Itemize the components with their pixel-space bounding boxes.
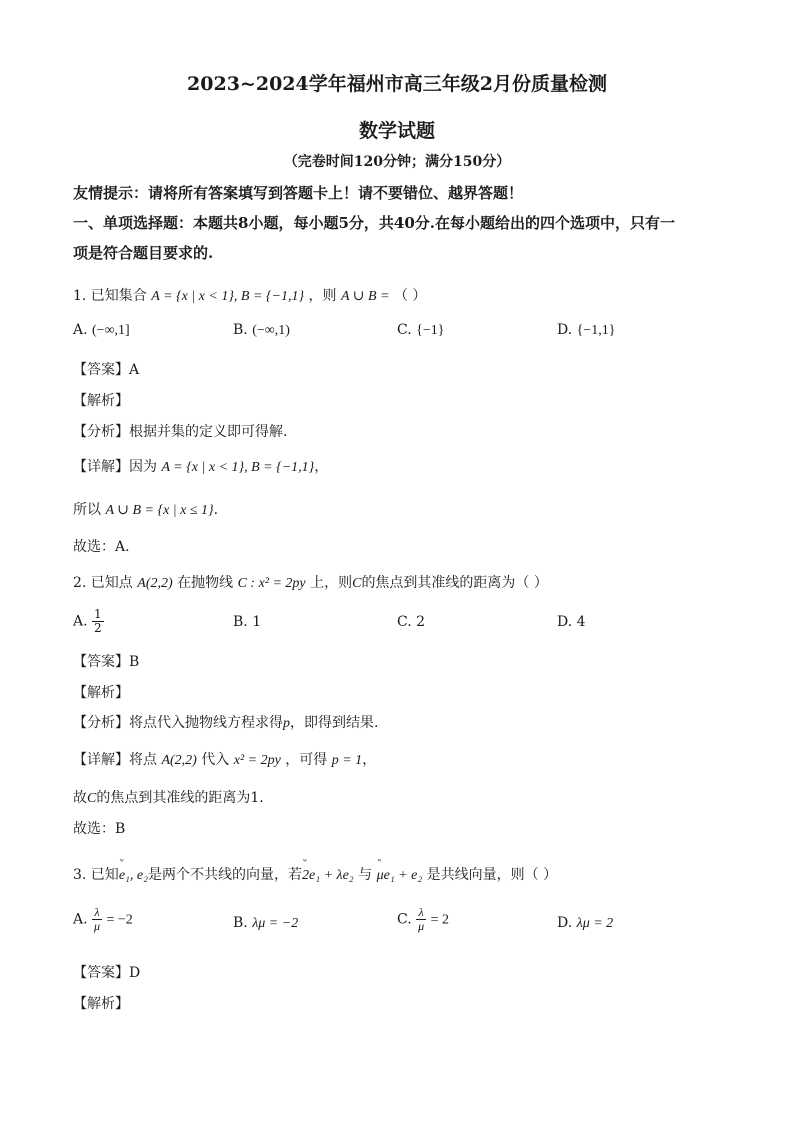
q1-option-b: B. (−∞,1) — [233, 322, 290, 338]
q1-ask: A ∪ B = — [340, 289, 390, 304]
reminder: 友情提示：请将所有答案填写到答题卡上！请不要错位、越界答题！ — [73, 184, 524, 202]
q1-middle: ，则 — [308, 288, 337, 304]
q1-analysis-tag: 【解析】 — [73, 393, 129, 409]
q2-option-a: A. $\frac{1}{2}$ — [73, 607, 102, 635]
q1-option-c: C. {−1} — [397, 322, 445, 338]
exam-title: 2023~2024学年福州市高三年级2月份质量检测 — [187, 73, 607, 95]
q3-stem: 3. 已知ʷ e₁, e₂是两个不共线的向量，若ʷ 2e₁ + λe₂ 与 ʷ μe₁ + e₂ 是共线向量，则（ ） — [73, 864, 557, 884]
q2-option-b: B. 1 — [233, 614, 262, 630]
q2-answer: 【答案】B — [73, 654, 140, 670]
q1-choose: 故选：A. — [73, 539, 130, 555]
q1-option-d: D. {−1,1} — [557, 322, 616, 338]
q2-stem: 2. 已知点 A(2,2) 在抛物线 C : x² = 2py 上，则C的焦点到其准线的距离为（ ） — [73, 575, 548, 591]
q2-detail: 【详解】将点 A(2,2) 代入 x² = 2py ，可得 p = 1， — [73, 752, 377, 768]
q2-conclusion: 故C的焦点到其准线的距离为1. — [73, 790, 264, 806]
q1-prefix: 1. 已知集合 — [73, 288, 147, 304]
q1-paren: （ ） — [393, 288, 427, 304]
q3-answer: 【答案】D — [73, 965, 141, 981]
section-heading-line1: 一、单项选择题：本题共8小题，每小题5分，共40分.在每小题给出的四个选项中，只有一 — [73, 214, 675, 232]
q2-choose: 故选：B — [73, 821, 126, 837]
q1-answer: 【答案】A — [73, 362, 140, 378]
q1-sets: A = {x | x < 1}, B = {−1,1} — [151, 289, 305, 304]
q1-fenxi: 【分析】根据并集的定义即可得解. — [73, 424, 288, 440]
q3-vectors: ʷ e₁, e₂ — [119, 868, 148, 884]
q3-option-a: A. $\frac{\lambda}{\mu}$ = −2 — [73, 905, 133, 933]
q2-analysis-tag: 【解析】 — [73, 685, 129, 701]
q2-option-c: C. 2 — [397, 614, 426, 630]
q3-option-b: B. λμ = −2 — [233, 915, 299, 931]
q2-option-a-fraction: $\frac{1}{2}$ — [94, 607, 102, 635]
q1-option-a: A. (−∞,1] — [73, 322, 130, 338]
q1-stem — [73, 285, 426, 305]
q1-detail: 【详解】因为 A = {x | x < 1}, B = {−1,1}， — [73, 459, 329, 475]
q3-expr1: ʷ 2e₁ + λe₂ — [302, 868, 354, 884]
section-heading-line2: 项是符合题目要求的. — [73, 244, 214, 262]
time-note: （完卷时间120分钟；满分150分） — [283, 154, 511, 170]
q3-option-c: C. $\frac{\lambda}{\mu}$ = 2 — [397, 905, 450, 933]
q3-option-d: D. λμ = 2 — [557, 915, 614, 931]
q3-expr2: ʷ μe₁ + e₂ — [377, 868, 423, 884]
q1-conclusion: 所以 A ∪ B = {x | x ≤ 1}. — [73, 502, 219, 518]
q2-option-d: D. 4 — [557, 614, 586, 630]
q3-analysis-tag: 【解析】 — [73, 996, 129, 1012]
exam-subtitle: 数学试题 — [358, 120, 435, 142]
q2-fenxi: 【分析】将点代入抛物线方程求得p，即得到结果. — [73, 715, 379, 731]
